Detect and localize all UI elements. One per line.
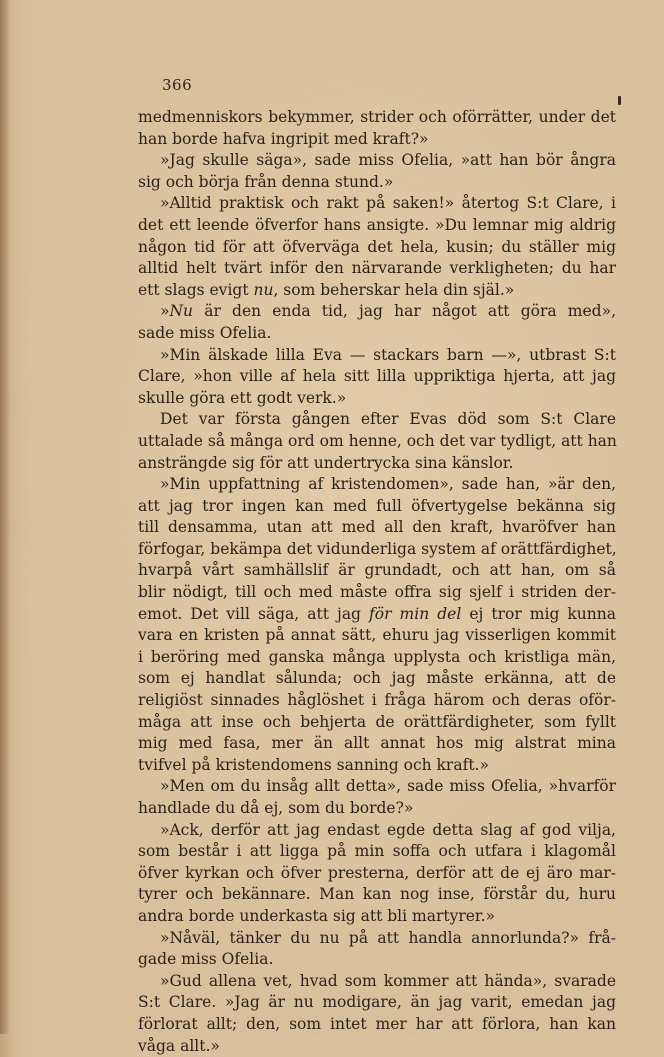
text-line: någon tid för att öfverväga det hela, kusin; du ställer mig bbox=[138, 237, 616, 256]
text-line: »Min älskade lilla Eva — stackars barn —», utbrast S:t bbox=[160, 345, 616, 364]
text-line: vara en kristen på annat sätt, ehuru jag visserligen kommit bbox=[138, 626, 616, 645]
body-text bbox=[138, 107, 616, 1057]
text-line: måga att inse och behjerta de orättfärdigheter, som fyllt bbox=[138, 712, 616, 731]
text-line: uttalade så många ord om henne, och det var tydligt, att han bbox=[138, 431, 617, 450]
text-line: S:t Clare. »Jag är nu modigare, än jag varit, emedan jag bbox=[138, 993, 616, 1012]
emphasis: nu bbox=[253, 280, 274, 299]
page-spine-shadow bbox=[0, 0, 10, 1034]
page-number: 366 bbox=[162, 76, 193, 94]
text-line: »Nåväl, tänker du nu på att handla annorlunda?» frå- bbox=[160, 928, 616, 947]
text-line: »Men om du insåg allt detta», sade miss Ofelia, »hvarför bbox=[160, 777, 616, 796]
text-line: gade miss Ofelia. bbox=[138, 950, 274, 969]
text-line: medmenniskors bekymmer, strider och oförrätter, under det bbox=[138, 108, 616, 126]
text-line: »Alltid praktisk och rakt på saken!» återtog S:t Clare, i bbox=[160, 194, 616, 213]
text-line: skulle göra ett godt verk.» bbox=[138, 388, 347, 407]
text-line: »Nu är den enda tid, jag har något att göra med», bbox=[160, 302, 616, 321]
text-line: Det var första gången efter Evas död som S:t Clare bbox=[160, 410, 616, 429]
text-line: förfogar, bekämpa det vidunderliga system af orättfärdighet, bbox=[138, 539, 617, 558]
text-line: våga allt.» bbox=[138, 1036, 220, 1055]
text-line: ansträngde sig för att undertrycka sina känslor. bbox=[138, 453, 514, 472]
text-line: »Ack, derför att jag endast egde detta slag af god vilja, bbox=[160, 820, 616, 839]
text-line: sig och börja från denna stund.» bbox=[138, 172, 394, 191]
text-line: »Jag skulle säga», sade miss Ofelia, »att han bör ångra bbox=[160, 151, 616, 170]
text-line: andra borde underkasta sig att bli martyrer.» bbox=[138, 906, 496, 925]
text-line: sade miss Ofelia. bbox=[138, 323, 272, 342]
text-line: Clare, »hon ville af hela sitt lilla uppriktiga hjerta, att jag bbox=[138, 367, 616, 386]
text-line: som består i att ligga på min soffa och utfara i klagomål bbox=[138, 842, 616, 861]
text-line: att jag tror ingen kan med full öfvertygelse bekänna sig bbox=[138, 496, 616, 515]
text-line: »Min uppfattning af kristendomen», sade han, »är den, bbox=[160, 475, 616, 494]
text-line: han borde hafva ingripit med kraft?» bbox=[138, 129, 429, 148]
text-line: religiöst sinnades håglöshet i fråga härom och deras oför- bbox=[138, 691, 616, 710]
text-line: tyrer och bekännare. Man kan nog inse, förstår du, huru bbox=[138, 885, 616, 904]
ink-speck bbox=[618, 96, 621, 105]
text-line: till densamma, utan att med all den kraft, hvaröfver han bbox=[138, 518, 616, 537]
emphasis: för min del bbox=[369, 604, 462, 623]
text-line: »Gud allena vet, hvad som kommer att hända», svarade bbox=[160, 971, 616, 990]
text-line: handlade du då ej, som du borde?» bbox=[138, 799, 414, 817]
text-line: det ett leende öfverfor hans ansigte. »Du lemnar mig aldrig bbox=[138, 215, 616, 234]
text-line: ett slags evigt nu, som beherskar hela din själ.» bbox=[138, 280, 515, 299]
text-line: emot. Det vill säga, att jag för min del ej tror mig kunna bbox=[138, 604, 616, 623]
text-line: i beröring med ganska många upplysta och kristliga män, bbox=[138, 647, 616, 666]
text-line: förlorat allt; den, som intet mer har att förlora, han kan bbox=[138, 1014, 616, 1033]
text-line: blir nödigt, till och med måste offra sig sjelf i striden der- bbox=[138, 583, 616, 602]
text-line: tvifvel på kristendomens sanning och kraft.» bbox=[138, 755, 489, 774]
emphasis: Nu bbox=[169, 302, 194, 321]
text-line: som ej handlat sålunda; och jag måste erkänna, att de bbox=[138, 669, 616, 688]
text-line: alltid helt tvärt inför den närvarande verkligheten; du har bbox=[138, 259, 616, 278]
text-line: öfver kyrkan och öfver presterna, derför att de ej äro mar- bbox=[138, 863, 616, 882]
text-line: hvarpå vårt samhällslif är grundadt, och att han, om så bbox=[138, 561, 616, 580]
text-line: mig med fasa, mer än allt annat hos mig alstrat mina bbox=[138, 734, 616, 753]
